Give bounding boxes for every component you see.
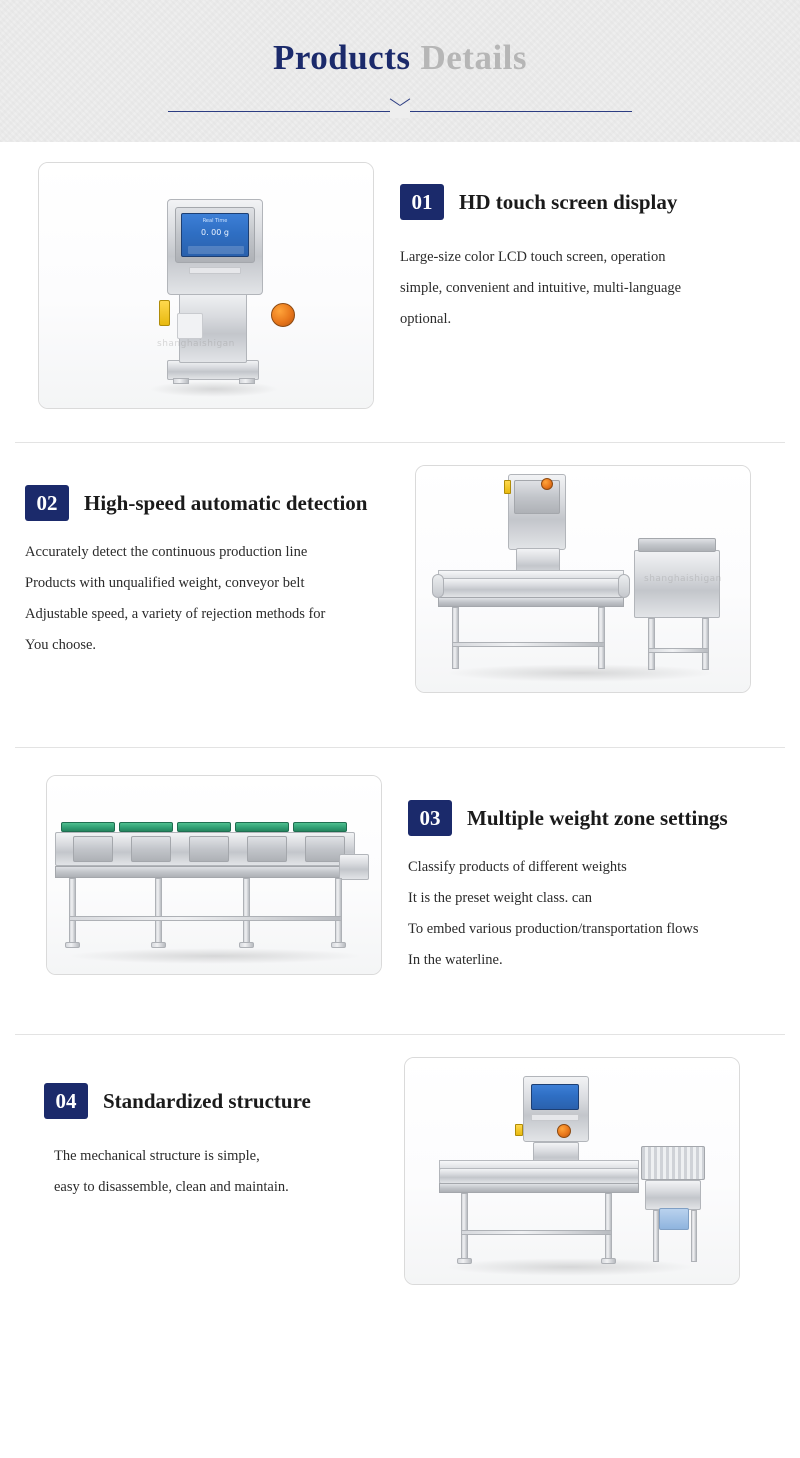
image-watermark-02: shanghaishigan [644,574,722,584]
feature-image-03 [46,775,382,975]
feature-text-04 [44,1057,404,1203]
feature-section-02 [0,443,800,748]
feature-body-line: To embed various production/transportation flows [408,921,699,937]
page-header [0,0,800,142]
feature-text-01 [400,162,790,335]
emergency-stop-icon-01 [271,303,295,327]
feature-heading-03: Multiple weight zone settings [467,805,728,830]
feature-body-line: Adjustable speed, a variety of rejection methods for [25,606,326,622]
feature-body-line: Products with unqualified weight, conveyor belt [25,575,305,591]
feature-number-04: 04 [44,1083,88,1119]
feature-image-04 [404,1057,740,1285]
feature-number-01: 01 [400,184,444,220]
lcd-unit: g [223,228,229,237]
page-title [0,0,800,78]
feature-body-line: simple, convenient and intuitive, multi-language [400,280,682,296]
feature-body-line: Classify products of different weights [408,859,627,875]
title-rule [168,104,632,118]
feature-image-02 [415,465,751,693]
feature-section-04 [0,1035,800,1285]
feature-heading-01: HD touch screen display [459,189,678,214]
feature-number-02: 02 [25,485,69,521]
lcd-value: 0. 00 [201,228,222,237]
page-title-secondary: Details [420,38,528,77]
feature-body-line: easy to disassemble, clean and maintain. [54,1179,289,1195]
feature-body-line: Large-size color LCD touch screen, operation [400,249,666,265]
feature-section-01 [0,142,800,443]
page-title-primary: Products [272,38,411,77]
machine-lcd-screen-01 [181,213,249,257]
title-rule-notch-icon [390,104,410,118]
feature-number-03: 03 [408,800,452,836]
lcd-label: Real Time [202,218,228,224]
feature-heading-04: Standardized structure [103,1088,311,1113]
feature-body-line: optional. [400,311,452,327]
machine-switch-icon-01 [159,300,170,326]
image-watermark-01: shanghaishigan [157,339,235,349]
feature-body-line: Accurately detect the continuous production line [25,544,308,560]
feature-heading-02: High-speed automatic detection [84,490,368,515]
feature-body-line: In the waterline. [408,952,503,968]
feature-text-02 [25,465,415,661]
feature-body-line: The mechanical structure is simple, [54,1148,260,1164]
feature-image-01 [38,162,374,409]
feature-body-line: It is the preset weight class. can [408,890,593,906]
feature-section-03 [0,748,800,1035]
feature-text-03 [408,775,798,976]
feature-body-line: You choose. [25,637,97,653]
